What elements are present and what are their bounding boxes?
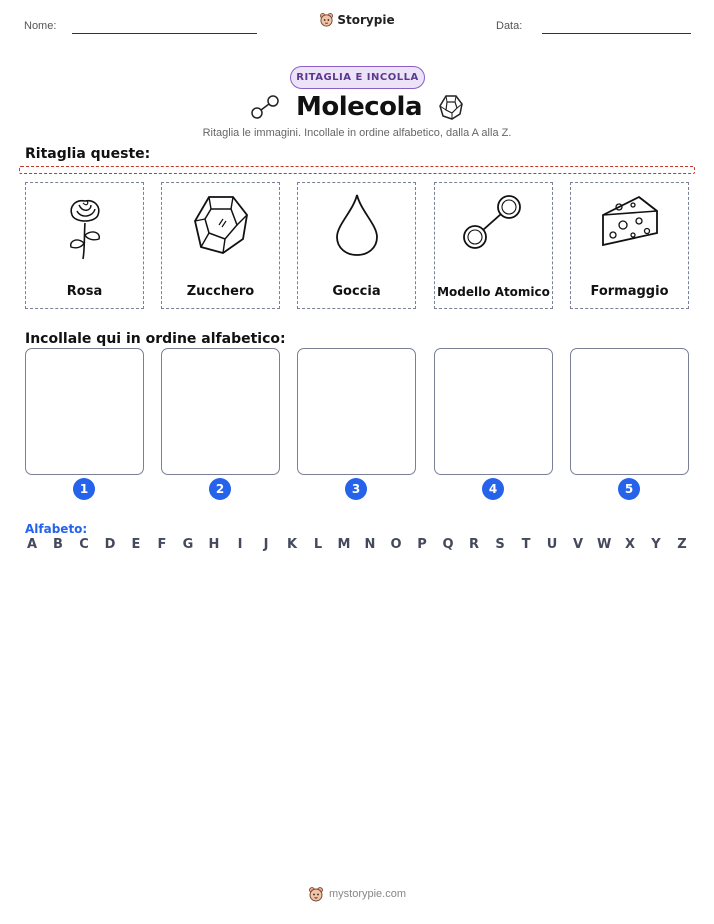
alphabet-letter: Q bbox=[442, 537, 454, 552]
molecule-icon bbox=[250, 94, 280, 120]
name-field-line[interactable] bbox=[72, 33, 257, 34]
card-label: Modello Atomico bbox=[437, 285, 550, 299]
storypie-mascot-icon bbox=[308, 886, 324, 902]
alphabet-letter: G bbox=[182, 537, 194, 552]
card-label: Zucchero bbox=[186, 284, 255, 299]
card-label: Goccia bbox=[332, 284, 381, 299]
cut-card-cheese[interactable] bbox=[570, 182, 689, 309]
cut-card-atomic-model[interactable] bbox=[434, 182, 553, 309]
alphabet-letter: R bbox=[468, 537, 479, 552]
water-drop-icon bbox=[327, 191, 387, 259]
alphabet-title: Alfabeto: bbox=[25, 522, 88, 536]
cut-section-heading: Ritaglia queste: bbox=[25, 146, 151, 162]
paste-box-2[interactable] bbox=[161, 348, 280, 475]
alphabet-letter: I bbox=[237, 537, 243, 552]
alphabet-letter: J bbox=[263, 537, 269, 552]
alphabet-letter: F bbox=[157, 537, 167, 552]
alphabet-letter: C bbox=[79, 537, 89, 552]
activity-badge: RITAGLIA E INCOLLA bbox=[290, 66, 425, 89]
crystal-icon bbox=[438, 94, 464, 120]
rose-icon bbox=[55, 191, 115, 263]
position-number-2: 2 bbox=[209, 478, 231, 500]
alphabet-letter: U bbox=[546, 537, 558, 552]
paste-box-3[interactable] bbox=[297, 348, 416, 475]
alphabet-letter: L bbox=[313, 537, 323, 552]
footer bbox=[0, 886, 714, 902]
page-title: Molecola bbox=[295, 92, 422, 122]
brand-name: Storypie bbox=[337, 12, 395, 27]
paste-box-1[interactable] bbox=[25, 348, 144, 475]
alphabet-row bbox=[25, 537, 689, 552]
date-field-line[interactable] bbox=[542, 33, 691, 34]
alphabet-letter: S bbox=[495, 537, 505, 552]
cheese-icon bbox=[599, 191, 661, 251]
paste-section-heading: Incollale qui in ordine alfabetico: bbox=[25, 331, 286, 347]
alphabet-letter: A bbox=[26, 537, 38, 552]
date-label: Data: bbox=[496, 20, 523, 32]
alphabet-letter: X bbox=[624, 537, 636, 552]
alphabet-letter: B bbox=[53, 537, 63, 552]
cut-card-rose[interactable] bbox=[25, 182, 144, 309]
card-label: Rosa bbox=[66, 284, 103, 299]
cut-line bbox=[19, 166, 695, 174]
alphabet-letter: T bbox=[521, 537, 531, 552]
alphabet-letter: D bbox=[104, 537, 116, 552]
position-number-1: 1 bbox=[73, 478, 95, 500]
alphabet-letter: K bbox=[286, 537, 298, 552]
alphabet-letter: N bbox=[364, 537, 376, 552]
title-row bbox=[0, 92, 714, 122]
alphabet-letter: P bbox=[417, 537, 427, 552]
paste-box-5[interactable] bbox=[570, 348, 689, 475]
position-number-3: 3 bbox=[345, 478, 367, 500]
alphabet-letter: H bbox=[208, 537, 220, 552]
sugar-crystal-icon bbox=[191, 191, 251, 257]
paste-box-4[interactable] bbox=[434, 348, 553, 475]
alphabet-letter: Z bbox=[677, 537, 687, 552]
cut-card-sugar[interactable] bbox=[161, 182, 280, 309]
brand-logo bbox=[0, 12, 714, 27]
atomic-model-icon bbox=[461, 191, 525, 255]
cut-card-drop[interactable] bbox=[297, 182, 416, 309]
alphabet-letter: Y bbox=[651, 537, 661, 552]
alphabet-letter: M bbox=[337, 537, 351, 552]
instructions: Ritaglia le immagini. Incollale in ordine alfabetico, dalla A alla Z. bbox=[202, 127, 512, 139]
storypie-mascot-icon bbox=[319, 12, 334, 27]
position-number-4: 4 bbox=[482, 478, 504, 500]
alphabet-letter: E bbox=[131, 537, 141, 552]
card-label: Formaggio bbox=[590, 284, 669, 299]
name-label: Nome: bbox=[24, 20, 57, 32]
alphabet-letter: O bbox=[390, 537, 402, 552]
alphabet-letter: V bbox=[572, 537, 584, 552]
position-number-5: 5 bbox=[618, 478, 640, 500]
footer-url[interactable]: mystorypie.com bbox=[328, 888, 407, 900]
alphabet-letter: W bbox=[597, 537, 612, 552]
